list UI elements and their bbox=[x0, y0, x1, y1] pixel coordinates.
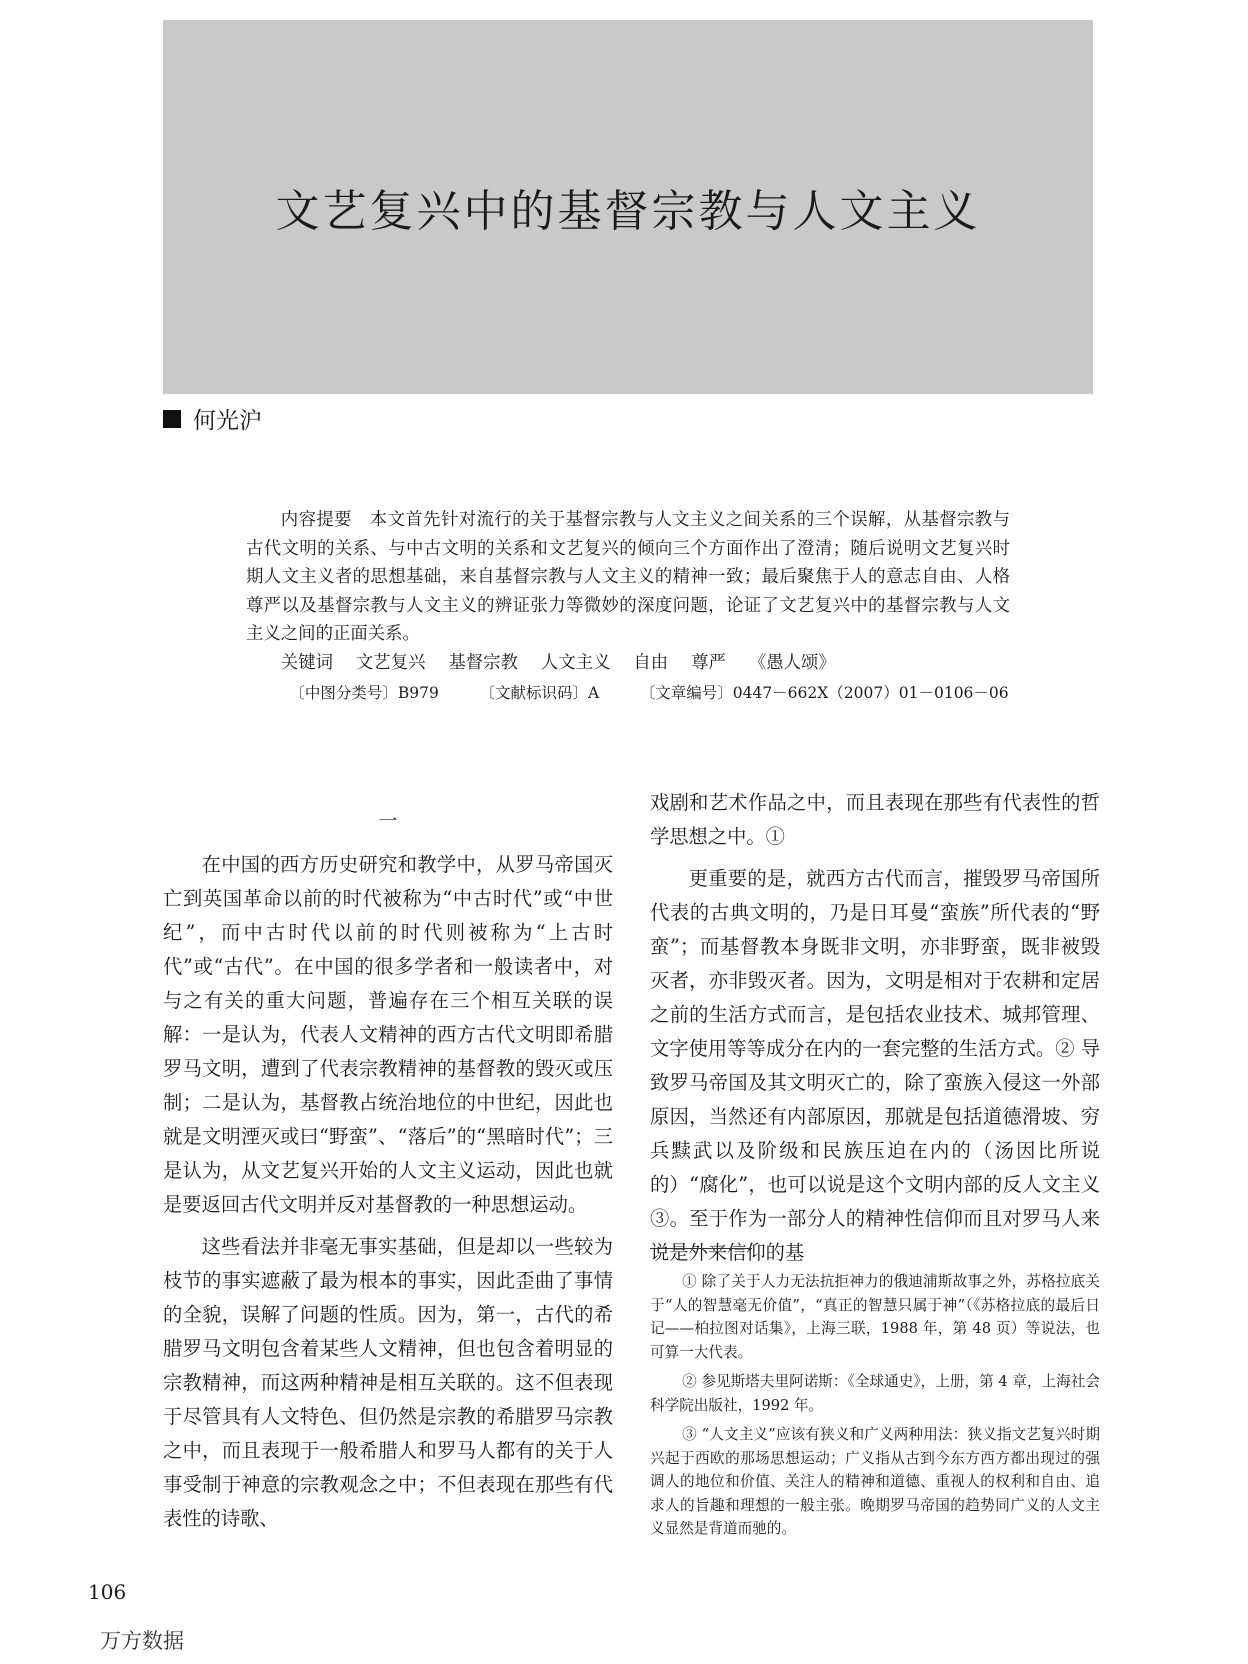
document-code: 〔文献标识码〕A bbox=[479, 684, 600, 702]
body-paragraph: 在中国的西方历史研究和教学中，从罗马帝国灭亡到英国革命以前的时代被称为“中古时代”或“中世纪”，而中古时代以前的时代则被称为“上古时代”或“古代”。在中国的很多学者和一般读者中，对与之有关的重大问题，普遍存在三个相互关联的误解：一是认为，代表人文精神的西方古代文明即希腊罗马文明，遭到了代表宗教精神的基督教的毁灭或压制；二是认为，基督教占统治地位的中世纪，因此也就是文明湮灭或曰“野蛮”、“落后”的“黑暗时代”；三是认为，从文艺复兴开始的人文主义运动，因此也就是要返回古代文明并反对基督教的一种思想运动。 bbox=[163, 853, 613, 1216]
body-column-left bbox=[163, 786, 613, 1536]
keyword: 自由 bbox=[633, 652, 669, 673]
body-column-right bbox=[650, 786, 1100, 1270]
keyword: 基督宗教 bbox=[448, 652, 518, 673]
abstract-label: 内容提要 bbox=[280, 510, 352, 530]
keywords-label: 关键词 bbox=[280, 652, 333, 673]
footnotes bbox=[650, 1270, 1100, 1547]
body-paragraph: 这些看法并非毫无事实基础，但是却以一些较为枝节的事实遮蔽了最为根本的事实，因此歪曲了事情的全貌，误解了问题的性质。因为，第一，古代的希腊罗马文明包含着某些人文精神，但也包含着明显的宗教精神，而这两种精神是相互关联的。这不但表现于尽管具有人文特色、但仍然是宗教的希腊罗马宗教之中，而且表现于一般希腊人和罗马人都有的关于人事受制于神意的宗教观念之中；不但表现在那些有代表性的诗歌、 bbox=[163, 1235, 613, 1530]
abstract-text: 本文首先针对流行的关于基督宗教与人文主义之间关系的三个误解，从基督宗教与古代文明的关系、与中古文明的关系和文艺复兴的倾向三个方面作出了澄清；随后说明文艺复兴时期人文主义者的思想基础，来自基督宗教与人文主义的精神一致；最后聚焦于人的意志自由、人格尊严以及基督宗教与人文主义的辨证张力等微妙的深度问题，论证了文艺复兴中的基督宗教与人文主义之间的正面关系。 bbox=[246, 510, 1010, 644]
footnote: ① 除了关于人力无法抗拒神力的俄迪浦斯故事之外，苏格拉底关于“人的智慧毫无价值”，“真正的智慧只属于神”（《苏格拉底的最后日记——柏拉图对话集》，上海三联，1988 年，第 48 页）等说法，也可算一大代表。 bbox=[650, 1273, 1100, 1361]
keyword: 人文主义 bbox=[540, 652, 611, 673]
abstract-paragraph bbox=[246, 506, 1010, 649]
footnote-divider bbox=[650, 1248, 752, 1249]
title-band bbox=[163, 20, 1093, 394]
author-line bbox=[163, 402, 262, 435]
abstract-block bbox=[246, 506, 1010, 708]
black-square-icon bbox=[163, 410, 181, 428]
article-title: 文艺复兴中的基督宗教与人文主义 bbox=[275, 186, 981, 237]
classification-code: 〔中图分类号〕B979 bbox=[289, 684, 439, 702]
watermark: 万方数据 bbox=[100, 1629, 184, 1653]
page-number: 106 bbox=[88, 1580, 127, 1604]
section-heading: 一 bbox=[378, 810, 398, 832]
article-number: 〔文章编号〕0447－662X（2007）01－0106－06 bbox=[639, 684, 1009, 702]
footnote: ③ “人文主义”应该有狭义和广义两种用法：狭义指文艺复兴时期兴起于西欧的那场思想运动；广义指从古到今东方西方都出现过的强调人的地位和价值、关注人的精神和道德、重视人的权利和自由、追求人的旨趣和理想的一般主张。晚期罗马帝国的趋势同广义的人文主义显然是背道而驰的。 bbox=[650, 1426, 1100, 1537]
classification-line bbox=[246, 679, 1010, 708]
keyword: 尊严 bbox=[691, 652, 726, 673]
body-paragraph: 戏剧和艺术作品之中，而且表现在那些有代表性的哲学思想之中。① bbox=[650, 791, 1100, 848]
keywords-line bbox=[246, 649, 1010, 678]
body-paragraph: 更重要的是，就西方古代而言，摧毁罗马帝国所代表的古典文明的，乃是日耳曼“蛮族”所代表的“野蛮”；而基督教本身既非文明，亦非野蛮，既非被毁灭者，亦非毁灭者。因为，文明是相对于农耕和定居之前的生活方式而言，是包括农业技术、城邦管理、文字使用等等成分在内的一套完整的生活方式。② 导致罗马帝国及其文明灭亡的，除了蛮族入侵这一外部原因，当然还有内部原因，那就是包括道德滑坡、穷兵黩武以及阶级和民族压迫在内的（汤因比所说的）“腐化”，也可以说是这个文明内部的反人文主义③。至于作为一部分人的精神性信仰而且对罗马人来说是外来信仰的基 bbox=[650, 867, 1100, 1264]
keyword: 《愚人颂》 bbox=[748, 652, 836, 673]
footnote: ② 参见斯塔夫里阿诺斯：《全球通史》，上册，第 4 章，上海社会科学院出版社，1992 年。 bbox=[650, 1373, 1100, 1414]
author-name: 何光沪 bbox=[193, 408, 262, 434]
keyword: 文艺复兴 bbox=[355, 652, 426, 673]
